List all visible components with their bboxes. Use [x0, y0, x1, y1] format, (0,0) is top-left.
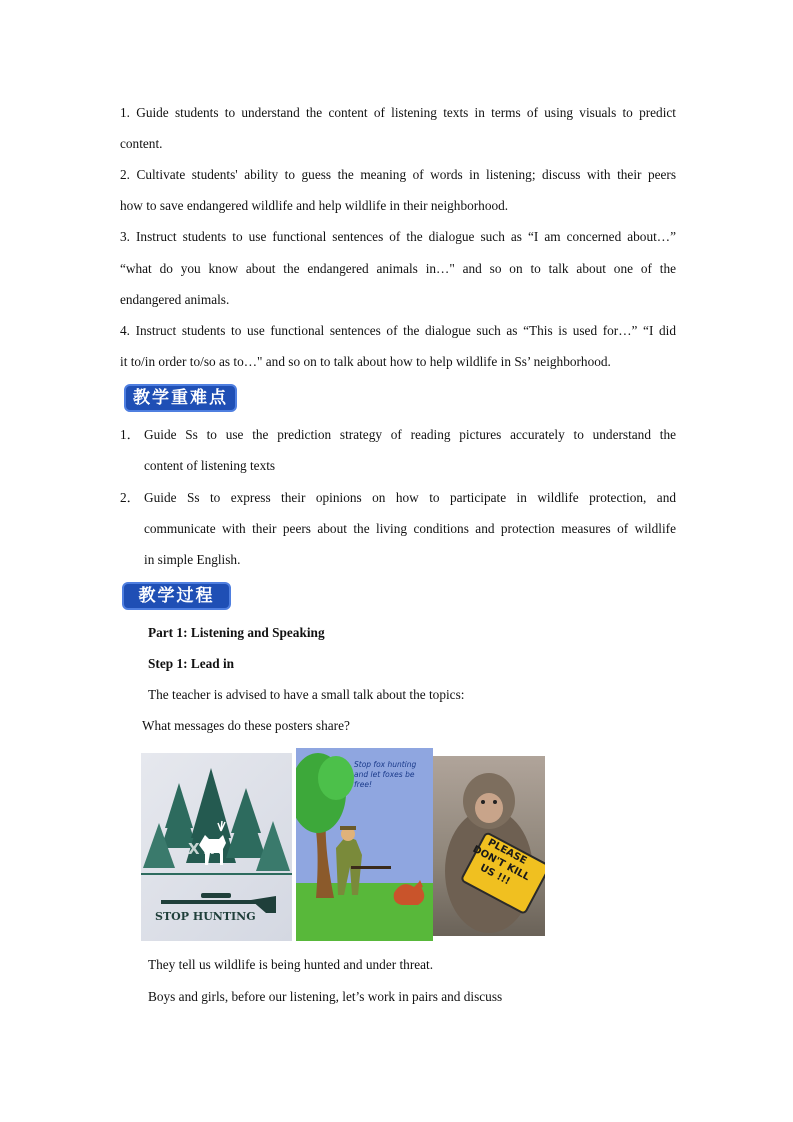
watermark-text: XTA: [188, 840, 224, 858]
key-point-2-line2: communicate with their peers about the living conditions and protection measures of wildlife: [144, 521, 676, 536]
objective-2-line1: 2. Cultivate students' ability to guess the meaning of words in listening; discuss with their peers: [120, 167, 676, 182]
objective-3-line3: endangered animals.: [120, 292, 230, 307]
question-text: What messages do these posters share?: [142, 718, 350, 733]
objective-3-line1: 3. Instruct students to use functional sentences of the dialogue such as “I am concerned about…”: [120, 229, 676, 244]
part-heading: Part 1: Listening and Speaking: [148, 625, 325, 640]
poster-stop-hunting: [141, 753, 292, 941]
objective-2-line2: how to save endangered wildlife and help wildlife in their neighborhood.: [120, 198, 509, 213]
intro-text: The teacher is advised to have a small talk about the topics:: [148, 687, 465, 702]
objective-1-line1: 1. Guide students to understand the content of listening texts in terms of using visuals to predict: [120, 105, 676, 120]
objective-3-line2: “what do you know about the endangered animals in…" and so on to talk about one of the: [120, 261, 676, 276]
poster-monkey-sign: [433, 756, 545, 936]
key-point-2-line1: Guide Ss to express their opinions on how to participate in wildlife protection, and: [144, 490, 676, 505]
key-point-2-number: 2．: [120, 490, 140, 505]
objective-4-line1: 4. Instruct students to use functional sentences of the dialogue such as “This is used for…” “I did: [120, 323, 676, 338]
section-badge-key-points: 教学重难点: [124, 384, 237, 412]
next-instruction-text: Boys and girls, before our listening, let’s work in pairs and discuss: [148, 989, 503, 1004]
section-badge-process: 教学过程: [122, 582, 231, 610]
answer-text: They tell us wildlife is being hunted and under threat.: [148, 957, 434, 972]
poster-fox-hunting: [296, 748, 433, 941]
monkey-sign-text: PLEASE DON'T KILL US !!!: [470, 837, 532, 888]
objective-1-line2: content.: [120, 136, 163, 151]
key-point-1-number: 1．: [120, 427, 140, 442]
step-heading: Step 1: Lead in: [148, 656, 235, 671]
poster-1-caption: STOP HUNTING: [155, 910, 256, 923]
key-point-2-line3: in simple English.: [144, 552, 241, 567]
poster-2-caption: Stop fox hunting and let foxes be free!: [354, 760, 417, 789]
key-point-1-line1: Guide Ss to use the prediction strategy of reading pictures accurately to understand the: [144, 427, 676, 442]
key-point-1-line2: content of listening texts: [144, 458, 276, 473]
objective-4-line2: it to/in order to/so as to…" and so on to talk about how to help wildlife in Ss’ neighborhood.: [120, 354, 611, 369]
